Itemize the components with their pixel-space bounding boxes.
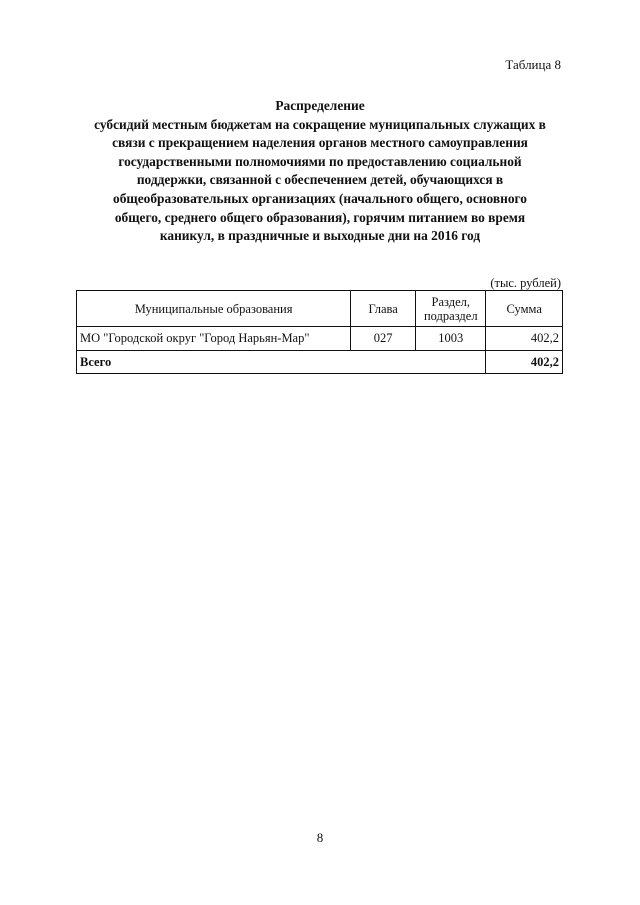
header-amount: Сумма	[486, 291, 563, 327]
header-chapter: Глава	[351, 291, 416, 327]
title-line: Распределение	[275, 98, 365, 113]
table-header-row	[77, 291, 563, 327]
header-section-line2: подраздел	[423, 308, 478, 323]
title-line: связи с прекращением наделения органов местного самоуправления	[112, 135, 528, 151]
title-line: общеобразовательных организациях (начального общего, основного	[113, 190, 527, 206]
title-line: общего, среднего общего образования), горячим питанием во время	[114, 209, 526, 225]
table-row	[77, 327, 563, 351]
cell-municipality: МО "Городской округ "Город Нарьян-Мар"	[77, 327, 351, 351]
header-section-line1: Раздел,	[431, 294, 471, 309]
title-line: субсидий местным бюджетам на сокращение муниципальных служащих в	[94, 116, 546, 132]
total-amount: 402,2	[486, 351, 563, 374]
cell-section: 1003	[416, 327, 486, 351]
title-line: государственными полномочиями по предоставлению социальной	[118, 153, 522, 169]
table-total-row	[77, 351, 563, 374]
header-section	[416, 291, 486, 327]
header-municipality: Муниципальные образования	[77, 291, 351, 327]
table-number: Таблица 8	[505, 57, 561, 72]
subsidy-table	[76, 290, 563, 374]
cell-amount: 402,2	[486, 327, 563, 351]
page-number: 8	[316, 830, 324, 845]
cell-chapter: 027	[351, 327, 416, 351]
document-title	[70, 97, 570, 246]
units-label: (тыс. рублей)	[490, 276, 561, 290]
title-line: поддержки, связанной с обеспечением детей, обучающихся в	[136, 172, 504, 188]
title-line: каникул, в праздничные и выходные дни на 2016 год	[159, 228, 481, 244]
total-label: Всего	[77, 351, 486, 374]
